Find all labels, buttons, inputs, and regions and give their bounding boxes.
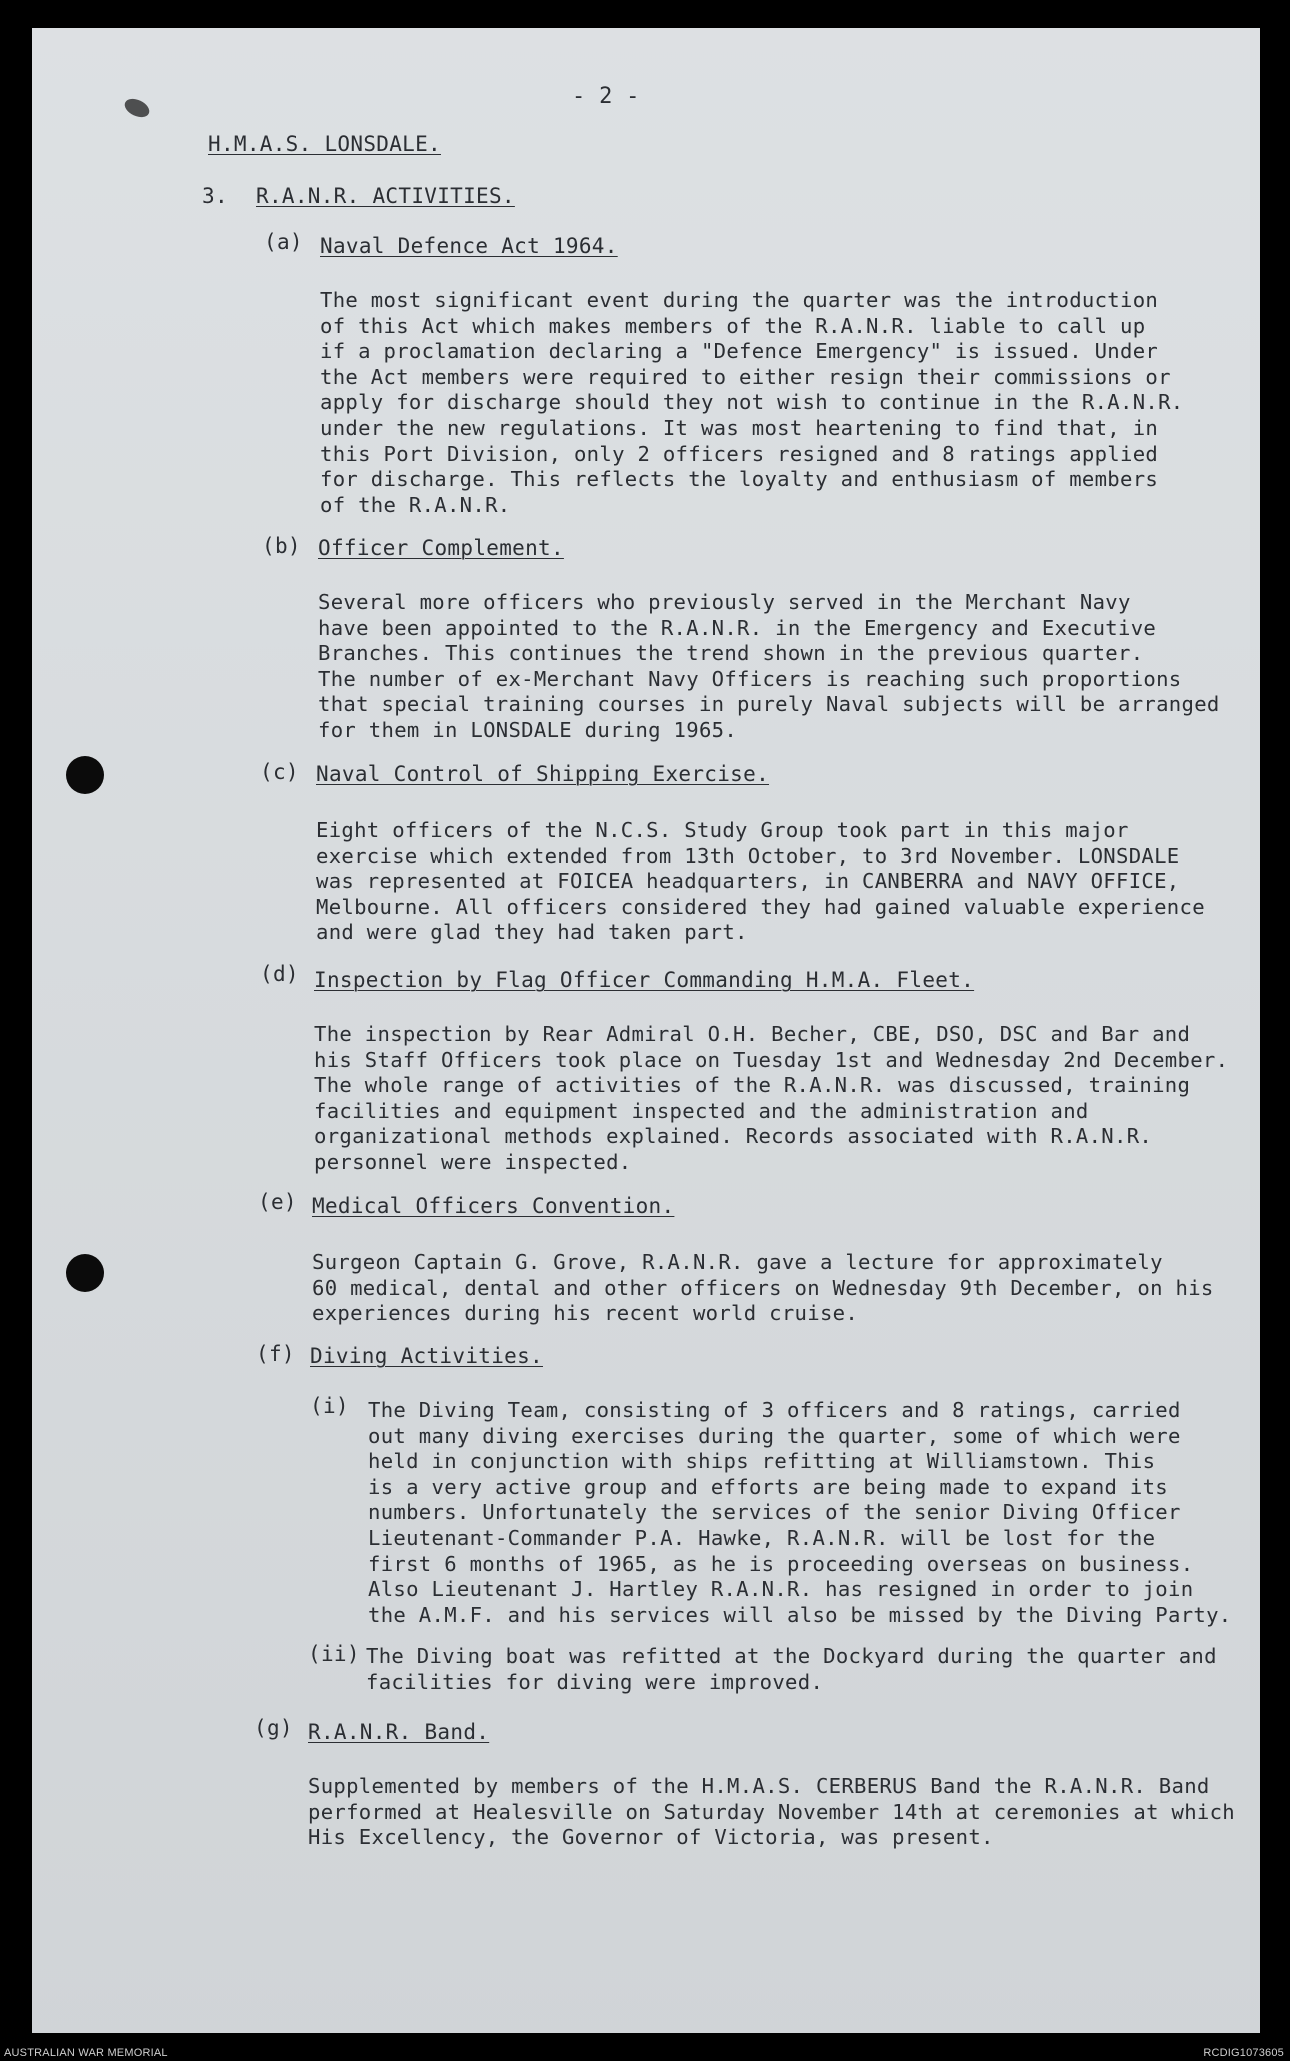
item-heading-g: R.A.N.R. Band. — [308, 1720, 490, 1744]
item-heading-d: Inspection by Flag Officer Commanding H.M.A. Fleet. — [314, 968, 975, 992]
document-body — [32, 28, 1260, 2033]
item-heading-f: Diving Activities. — [310, 1344, 543, 1368]
item-heading-e: Medical Officers Convention. — [312, 1194, 675, 1218]
item-label-f: (f) — [256, 1342, 295, 1366]
archive-credit: AUSTRALIAN WAR MEMORIAL — [4, 2047, 168, 2059]
archive-id: RCDIG1073605 — [1203, 2047, 1284, 2059]
item-paragraph-g: Supplemented by members of the H.M.A.S. CERBERUS Band the R.A.N.R. Band performed at Healesville on Saturday November 14th at ceremonies at which His Excellency, the Governor of Victoria, was present. — [308, 1774, 1235, 1850]
item-label-c: (c) — [260, 760, 299, 784]
item-label-d: (d) — [260, 962, 299, 986]
section-number: 3. — [202, 184, 228, 208]
ship-heading: H.M.A.S. LONSDALE. — [208, 132, 441, 156]
item-label-g: (g) — [254, 1716, 293, 1740]
document-page — [32, 28, 1260, 2033]
item-paragraph-e: Surgeon Captain G. Grove, R.A.N.R. gave a lecture for approximately 60 medical, dental and other officers on Wednesday 9th December, on his experiences during his recent world cruise. — [312, 1250, 1214, 1326]
item-paragraph-c: Eight officers of the N.C.S. Study Group took part in this major exercise which extended from 13th October, to 3rd November. LONSDALE was represented at FOICEA headquarters, in CANBERRA and NAVY OFFICE, Melbourne. All officers considered they had gained valuable experience and were glad they had taken part. — [316, 818, 1205, 945]
section-title: R.A.N.R. ACTIVITIES. — [256, 184, 515, 208]
item-paragraph-a: The most significant event during the quarter was the introduction of this Act which makes members of the R.A.N.R. liable to call up if a proclamation declaring a "Defence Emergency" is issued. Under the Act members were required to either resign their commissions or apply for discharge should they not wish to continue in the R.A.N.R. under the new regulations. It was most heartening to find that, in this Port Division, only 2 officers resigned and 8 ratings applied for discharge. This reflects the loyalty and enthusiasm of members of the R.A.N.R. — [320, 288, 1184, 517]
subitem-label-ii: (ii) — [308, 1642, 360, 1666]
page-number: - 2 - — [572, 84, 640, 109]
subitem-paragraph-ii: The Diving boat was refitted at the Dockyard during the quarter and facilities for diving were improved. — [366, 1644, 1217, 1694]
item-heading-c: Naval Control of Shipping Exercise. — [316, 762, 770, 786]
item-paragraph-b: Several more officers who previously served in the Merchant Navy have been appointed to the R.A.N.R. in the Emergency and Executive Branches. This continues the trend shown in the previous quarter. The number of ex-Merchant Navy Officers is reaching such proportions that special training courses in purely Naval subjects will be arranged for them in LONSDALE during 1965. — [318, 590, 1220, 742]
subitem-paragraph-i: The Diving Team, consisting of 3 officers and 8 ratings, carried out many diving exercises during the quarter, some of which were held in conjunction with ships refitting at Williamstown. This is a very active group and efforts are being made to expand its numbers. Unfortunately the services of the senior Diving Officer Lieutenant-Commander P.A. Hawke, R.A.N.R. will be lost for the first 6 months of 1965, as he is proceeding overseas on business. Also Lieutenant J. Hartley R.A.N.R. has resigned in order to join the A.M.F. and his services will also be missed by the Diving Party. — [368, 1398, 1232, 1627]
item-heading-b: Officer Complement. — [318, 536, 564, 560]
item-label-b: (b) — [262, 534, 301, 558]
item-heading-a: Naval Defence Act 1964. — [320, 234, 618, 258]
item-label-a: (a) — [264, 230, 303, 254]
item-label-e: (e) — [258, 1190, 297, 1214]
subitem-label-i: (i) — [310, 1394, 349, 1418]
item-paragraph-d: The inspection by Rear Admiral O.H. Becher, CBE, DSO, DSC and Bar and his Staff Officers took place on Tuesday 1st and Wednesday 2nd December. The whole range of activities of the R.A.N.R. was discussed, training facilities and equipment inspected and the administration and organizational methods explained. Records associated with R.A.N.R. personnel were inspected. — [314, 1022, 1229, 1174]
